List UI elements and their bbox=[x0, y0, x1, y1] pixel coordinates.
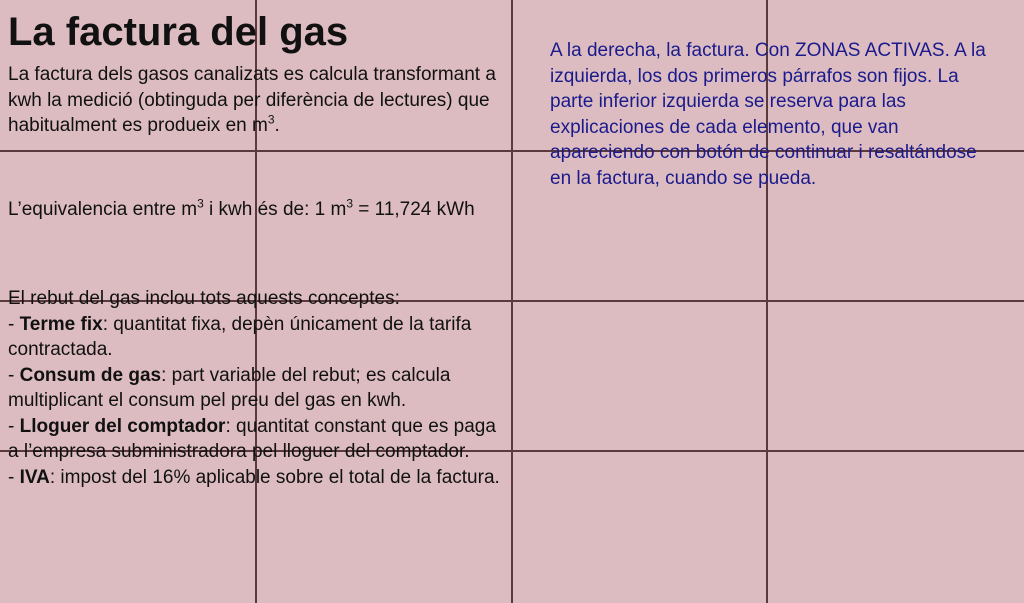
equivalence-sup2: 3 bbox=[346, 196, 354, 211]
concept-desc: : part variable del rebut; es calcula multiplicant el consum pel preu del gas en kwh. bbox=[8, 364, 451, 411]
concept-term: Consum de gas bbox=[19, 364, 162, 386]
concept-desc: : quantitat constant que es paga a l’empresa subministradora pel lloguer del comptador. bbox=[8, 415, 496, 462]
concept-prefix: - bbox=[8, 364, 20, 386]
concept-term: Terme fix bbox=[19, 313, 103, 335]
concept-item bbox=[8, 363, 508, 414]
concept-item bbox=[8, 465, 508, 491]
intro-sup: 3 bbox=[267, 112, 275, 127]
concept-prefix: - bbox=[8, 313, 20, 335]
concepts-heading: El rebut del gas inclou tots aquests conceptes: bbox=[8, 288, 400, 309]
equivalence-part3: = 11,724 kWh bbox=[353, 199, 475, 220]
concept-desc: : impost del 16% aplicable sobre el total de la factura. bbox=[49, 466, 500, 488]
equivalence-part2: i kwh és de: 1 m bbox=[203, 199, 347, 220]
concept-prefix: - bbox=[8, 466, 20, 488]
concept-item bbox=[8, 312, 508, 363]
concepts-list bbox=[8, 286, 508, 490]
concept-term: Lloguer del comptador bbox=[19, 415, 226, 437]
concept-item bbox=[8, 414, 508, 465]
concept-desc: : quantitat fixa, depèn únicament de la tarifa contractada. bbox=[8, 313, 472, 360]
author-note: A la derecha, la factura. Con ZONAS ACTIVAS. A la izquierda, los dos primeros párrafos son fijos. La parte inferior izquierda se reserva para las explicaciones de cada elemento, que van apareciendo con botón de continuar i resaltándose en la factura, cuando se pueda. bbox=[550, 40, 986, 189]
concept-prefix: - bbox=[8, 415, 20, 437]
intro-end: . bbox=[274, 115, 280, 136]
equivalence-part1: L’equivalencia entre m bbox=[8, 199, 198, 220]
intro-text: La factura dels gasos canalizats es calcula transformant a kwh la medició (obtinguda per diferència de lectures) que habitualment es produeix en m bbox=[8, 64, 496, 136]
equivalence-sup1: 3 bbox=[197, 196, 204, 211]
intro-paragraph bbox=[8, 62, 508, 139]
equivalence-paragraph bbox=[8, 197, 508, 223]
page-title: La factura del gas bbox=[8, 10, 349, 54]
concept-term: IVA bbox=[19, 466, 50, 488]
